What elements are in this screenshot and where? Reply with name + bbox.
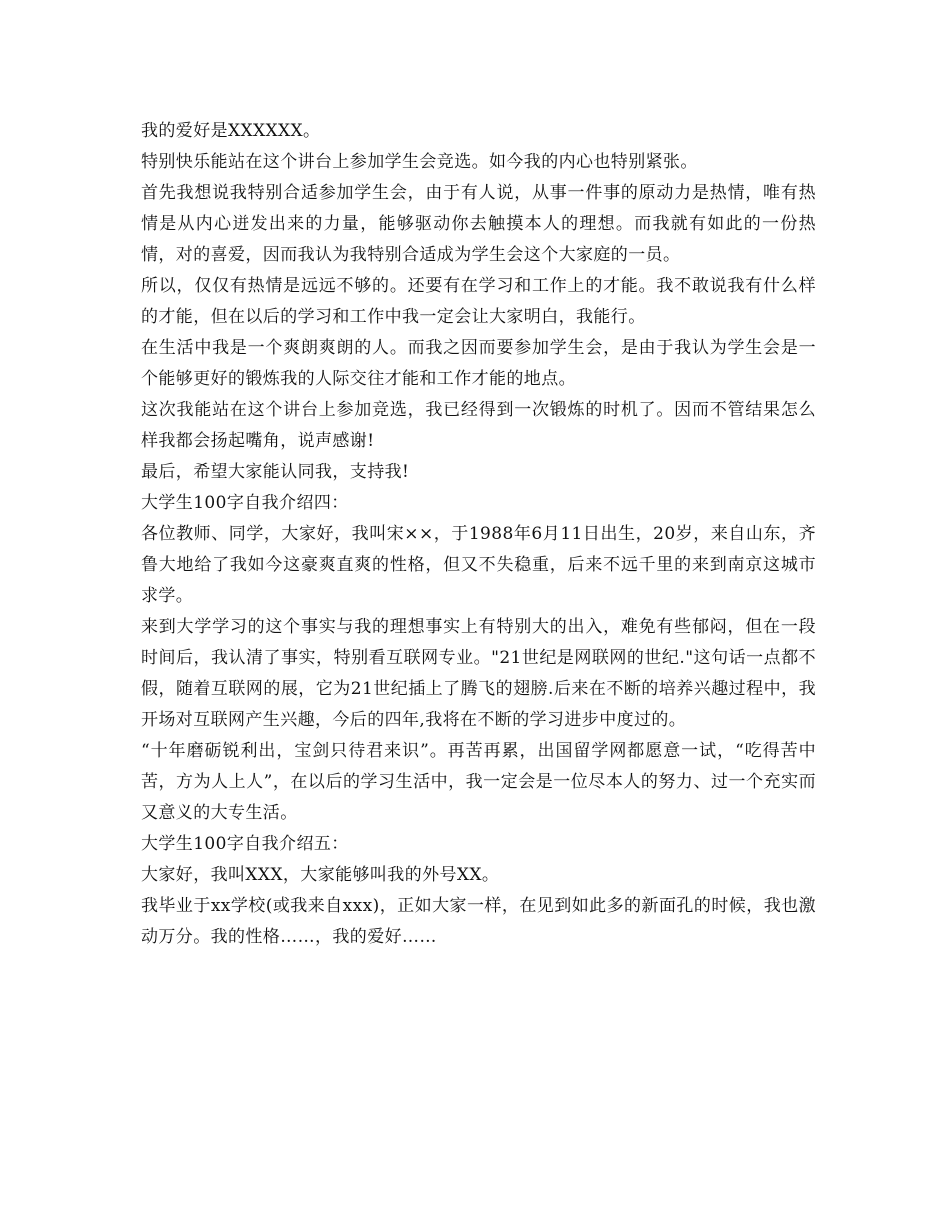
paragraph-intro-five: 大家好，我叫XXX，大家能够叫我的外号XX。	[141, 865, 500, 885]
paragraph-hobby: 我的爱好是XXXXXX。	[141, 121, 321, 141]
paragraph-university: 来到大学学习的这个事实与我的理想事实上有特别大的出入，难免有些郁闷，但在一段时间后，我认清了事实，特别看互联网专业。"21世纪是网联网的世纪."这句话一点都不假，随着互联网的展，它为21世纪插上了腾飞的翅膀.后来在不断的培养兴趣过程中，我开场对互联网产生兴趣，今后的四年,我将在不断的学习进步中度过的。	[141, 617, 816, 730]
paragraph-graduation: 我毕业于xx学校(或我来自xxx)，正如大家一样，在见到如此多的新面孔的时候，我也激动万分。我的性格……，我的爱好……	[141, 896, 816, 947]
paragraph-intro-four: 各位教师、同学，大家好，我叫宋××，于1988年6月11日出生，20岁，来自山东，齐鲁大地给了我如今这豪爽直爽的性格，但又不失稳重，后来不远千里的来到南京这城市求学。	[141, 524, 816, 606]
paragraph-passion: 首先我想说我特别合适参加学生会，由于有人说，从事一件事的原动力是热情，唯有热情是从内心迸发出来的力量，能够驱动你去触摸本人的理想。而我就有如此的一份热情，对的喜爱，因而我认为我特别合适成为学生会这个大家庭的一员。	[141, 183, 816, 265]
paragraph-opening: 特别快乐能站在这个讲台上参加学生会竞选。如今我的内心也特别紧张。	[141, 152, 698, 172]
paragraph-personality: 在生活中我是一个爽朗爽朗的人。而我之因而要参加学生会，是由于我认为学生会是一个能够更好的锻炼我的人际交往才能和工作才能的地点。	[141, 338, 816, 389]
document-body	[141, 116, 816, 953]
paragraph-opportunity: 这次我能站在这个讲台上参加竞选，我已经得到一次锻炼的时机了。因而不管结果怎么样我都会扬起嘴角，说声感谢!	[141, 400, 816, 451]
paragraph-motto: “十年磨砺锐利出，宝剑只待君来识”。再苦再累，出国留学网都愿意一试，“吃得苦中苦，方为人上人”，在以后的学习生活中，我一定会是一位尽本人的努力、过一个充实而又意义的大专生活。	[141, 741, 816, 823]
section-heading-four: 大学生100字自我介绍四：	[141, 493, 349, 513]
section-heading-five: 大学生100字自我介绍五：	[141, 834, 349, 854]
paragraph-ability: 所以，仅仅有热情是远远不够的。还要有在学习和工作上的才能。我不敢说我有什么样的才能，但在以后的学习和工作中我一定会让大家明白，我能行。	[141, 276, 816, 327]
paragraph-closing: 最后，希望大家能认同我，支持我!	[141, 462, 410, 482]
